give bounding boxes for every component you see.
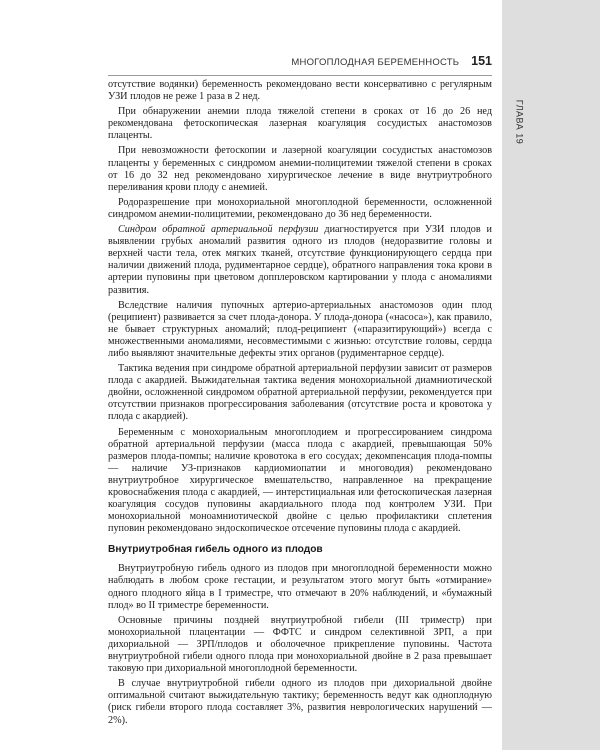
page-number: 151: [471, 54, 492, 68]
term-reversed-arterial-perfusion: Синдром обратной артериальной перфузии: [118, 224, 319, 236]
chapter-label-text: ГЛАВА 19: [514, 99, 524, 145]
running-header: [108, 54, 492, 72]
chapter-label: [514, 92, 524, 152]
paragraph-2: При обнаружении анемии плода тяжелой степени в сроках от 16 до 26 нед рекомендована фетоскопическая лазерная коагуляция сосудистых анастомозов плаценты.: [108, 106, 492, 142]
paragraph-9: Внутриутробную гибель одного из плодов при многоплодной беременности можно наблюдать в любом сроке гестации, и результатом этого могут быть «отмирание» одного плодного яйца в I триместре, что отмечают в 20% наблюдений, и «бумажный плод» во II триместре беременности.: [108, 563, 492, 611]
running-title: МНОГОПЛОДНАЯ БЕРЕМЕННОСТЬ: [291, 57, 460, 68]
paragraph-7: Тактика ведения при синдроме обратной артериальной перфузии зависит от размеров плода с акардией. Выжидательная тактика ведения монохориальной диамниотической двойни, осложненной синдромом обратной артериальной перфузии, рекомендуется при отсутствии признаков прогрессирования заболевания (отсутствие роста и кровотока у плода с акардией).: [108, 363, 492, 423]
paragraph-8: Беременным с монохориальным многоплодием и прогрессированием синдрома обратной артериальной перфузии (масса плода с акардией, превышающая 50% размеров плода-помпы; наличие кровотока в его сосудах; декомпенсация плода-помпы — наличие УЗ-признаков кардиомиопатии и многоводия) рекомендовано внутриутробное хирургическое вмешательство, направленное на прекращение кровоснабжения плода с акардией, — интерстициальная или фетоскопическая лазерная коагуляция сосудов пуповины акардиального плода под контролем УЗИ. При монохориальной моноамниотической двойне с целью профилактики сплетения пуповин рекомендовано эндоскопическое отсечение пуповины плода с акардией.: [108, 426, 492, 535]
header-rule: [108, 75, 492, 76]
paragraph-11: В случае внутриутробной гибели одного из плодов при дихориальной двойне оптимальной считают выжидательную тактику; беременность ведут как одноплодную (риск гибели второго плода составляет 3%, развития неврологических нарушений — 2%).: [108, 678, 492, 726]
paragraph-1: отсутствие водянки) беременность рекомендовано вести консервативно с регулярным УЗИ плодов не реже 1 раза в 2 нед.: [108, 79, 492, 103]
section-heading: Внутриутробная гибель одного из плодов: [108, 544, 323, 556]
paragraph-5-text: диагностируется при УЗИ плодов и выявлении грубых аномалий развития одного из плодов (недоразвитие головы и верхней части тела, отек мягких тканей, отсутствие функционирующего сердца при наличии движений плода, рудиментарное сердце), обратного направления тока крови в артерии пуповины при цветовом допплеровском картировании у плода с аномалиями развития.: [108, 224, 493, 296]
paragraph-4: Родоразрешение при монохориальной многоплодной беременности, осложненной синдромом анемии-полицитемии, рекомендовано до 36 нед беременности.: [108, 196, 492, 220]
paragraph-6: Вследствие наличия пупочных артерио-артериальных анастомозов один плод (реципиент) развивается за счет плода-донора. У плода-донора («насоса»), как правило, не бывает структурных аномалий; плод-реципиент («паразитирующий») всегда с множественными аномалиями, несовместимыми с жизнью: отсутствие головы, сердца либо выявляют значительные дефекты этих органов (рудиментарное сердце).: [108, 299, 492, 359]
paragraph-10: Основные причины поздней внутриутробной гибели (III триместр) при монохориальной плацентации — ФФТС и синдром селективной ЗРП, а при дихориальной — ЗРП/плодов и оболочечное прикрепление пуповины. Частота внутриутробной гибели одного плода при монохориальной двойне в 2 раза превышает таковую при дихориальной многоплодной беременности.: [108, 614, 492, 675]
page-body: [108, 79, 492, 730]
paragraph-5: [108, 224, 492, 297]
paragraph-3: При невозможности фетоскопии и лазерной коагуляции сосудистых анастомозов плаценты у беременных с синдромом анемии-полицитемии тяжелой степени в сроках от 16 до 32 нед рекомендовано хирургическое лечение в виде внутриутробного переливания крови плоду с анемией.: [108, 145, 492, 193]
